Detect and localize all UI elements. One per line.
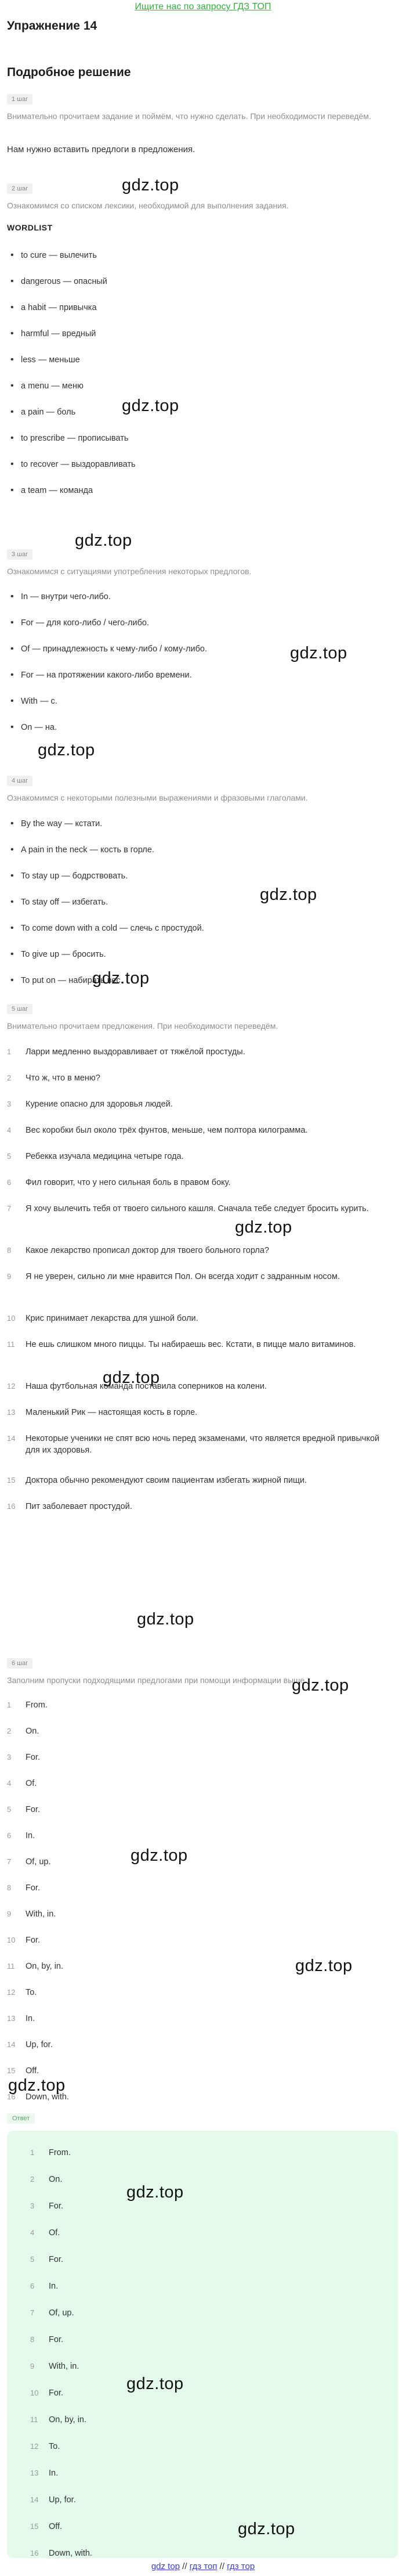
answer-item: 12 To. (7, 1988, 37, 1997)
answer-item: 9 With, in. (7, 1910, 56, 1919)
watermark: gdz.top (235, 1218, 292, 1237)
sentence-item: 1 Ларри медленно выздоравливает от тяжёлой простуды. (7, 1047, 245, 1057)
sentence-item: 8 Какое лекарство прописал доктор для твоего больного горла? (7, 1246, 269, 1255)
answer-item: 5 For. (7, 1805, 40, 1814)
final-answer-item: 12 To. (30, 2442, 60, 2451)
exercise-title: Упражнение 14 (7, 19, 97, 33)
step-description: Внимательно прочитаем предложения. При необходимости переведём. (7, 1021, 278, 1031)
step-description: Заполним пропуски подходящими предлогами при помощи информации выше. (7, 1676, 307, 1685)
step-badge: 3 шаг (7, 549, 32, 560)
answer-item: 15 Off. (7, 2066, 39, 2076)
answer-item: 1 From. (7, 1700, 48, 1710)
watermark: gdz.top (126, 2183, 184, 2202)
answers-list (7, 1699, 393, 2117)
sentence-item: 16 Пит заболевает простудой. (7, 1502, 132, 1511)
final-answer-item: 6 In. (30, 2282, 59, 2291)
sentence-item: 3 Курение опасно для здоровья людей. (7, 1100, 173, 1109)
step-5 (7, 1003, 396, 1032)
expression-item: • To stay up — бодрствовать. (9, 870, 392, 896)
wordlist-item: • a habit — привычка (9, 302, 392, 328)
wordlist-item: • a team — команда (9, 485, 392, 511)
final-answers-list (30, 2147, 406, 2574)
sentence-item: 9 Я не уверен, сильно ли мне нравится Пол. Он всегда ходит с задранным носом. (7, 1272, 340, 1281)
watermark: gdz.top (260, 885, 317, 904)
watermark: gdz.top (238, 2520, 295, 2538)
footer-link[interactable]: гдз топ (189, 2561, 217, 2571)
answer-item: 8 For. (7, 1883, 40, 1893)
final-answer-item: 10 For. (30, 2388, 63, 2398)
step-badge: 5 шаг (7, 1004, 32, 1014)
wordlist-item: • dangerous — опасный (9, 276, 392, 302)
wordlist-title: WORDLIST (7, 223, 53, 232)
answer-badge: Ответ (7, 2113, 35, 2124)
sentence-item: 5 Ребекка изучала медицина четыре года. (7, 1152, 184, 1161)
final-answer-item: 15 Off. (30, 2522, 63, 2531)
watermark: gdz.top (290, 644, 347, 662)
preposition-item: • With — с. (9, 696, 392, 722)
solution-title: Подробное решение (7, 66, 131, 79)
answer-item: 10 For. (7, 1936, 40, 1945)
step-description: Ознакомимся со списком лексики, необходимой для выполнения задания. (7, 201, 289, 210)
watermark: gdz.top (38, 741, 95, 759)
footer-link[interactable]: gdz top (151, 2561, 180, 2571)
watermark: gdz.top (126, 2375, 184, 2393)
step-description: Ознакомимся с ситуациями употребления некоторых предлогов. (7, 567, 252, 576)
expression-item: • To stay off — избегать. (9, 896, 392, 923)
expression-item: • By the way — кстати. (9, 818, 392, 844)
watermark: gdz.top (75, 531, 132, 550)
banner-link[interactable]: Ищите нас по запросу ГДЗ ТОП (135, 2, 271, 12)
sentences-list (7, 1046, 393, 1527)
step-2 (7, 183, 396, 211)
answer-item: 3 For. (7, 1753, 40, 1762)
wordlist-item: • to recover — выздоравливать (9, 459, 392, 485)
final-answer-item: 9 With, in. (30, 2362, 79, 2371)
wordlist-item: • to cure — вылечить (9, 250, 392, 276)
final-answer-item: 11 On, by, in. (30, 2415, 87, 2424)
footer-separator: // (182, 2561, 187, 2571)
answer-item: 14 Up, for. (7, 2040, 53, 2049)
step-3 (7, 549, 396, 577)
step-1 (7, 93, 396, 122)
final-answer-item: 3 For. (30, 2202, 63, 2211)
sentence-item: 14 Некоторые ученики не спят всю ночь перед экзаменами, что является вредной привычкой для их здоровья. (7, 1434, 380, 1455)
preposition-item: • Of — принадлежность к чему-либо / кому-либо. (9, 643, 392, 669)
watermark: gdz.top (122, 397, 179, 415)
final-answer-item: 7 Of, up. (30, 2308, 74, 2318)
sentence-item: 13 Маленький Рик — настоящая кость в горле. (7, 1408, 198, 1417)
watermark: gdz.top (103, 1368, 160, 1387)
sentence-item: 11 Не ешь слишком много пиццы. Ты набираешь вес. Кстати, в пицце мало витаминов. (7, 1340, 356, 1349)
top-banner[interactable] (0, 0, 406, 12)
final-answer-item: 13 In. (30, 2469, 59, 2478)
final-answer-item: 2 On. (30, 2175, 63, 2184)
expression-item: • To give up — бросить. (9, 949, 392, 975)
watermark: gdz.top (122, 176, 179, 194)
wordlist-item: • less — меньше (9, 354, 392, 380)
answer-item: 16 Down, with. (7, 2092, 69, 2102)
sentence-item: 4 Вес коробки был около трёх фунтов, меньше, чем полтора килограмма. (7, 1126, 308, 1135)
prepositions-list (9, 591, 392, 748)
final-answer-item: 8 For. (30, 2335, 63, 2344)
wordlist-item: • a pain — боль (9, 406, 392, 433)
step1-text: Нам нужно вставить предлоги в предложения. (7, 145, 195, 154)
step-4 (7, 775, 396, 804)
watermark: gdz.top (92, 969, 150, 988)
final-answer-item: 1 From. (30, 2148, 71, 2157)
answer-box (7, 2131, 398, 2558)
expression-item: • A pain in the neck — кость в горле. (9, 844, 392, 870)
answer-item: 13 In. (7, 2014, 35, 2023)
answer-item: 4 Of. (7, 1779, 37, 1788)
expression-item: • To put on — набирать вес. (9, 975, 392, 1001)
sentence-item: 15 Доктора обычно рекомендуют своим пациентам избегать жирной пищи. (7, 1476, 307, 1485)
wordlist-item: • a menu — меню (9, 380, 392, 406)
preposition-item: • On — на. (9, 722, 392, 748)
step-badge: 1 шаг (7, 94, 32, 105)
watermark: gdz.top (8, 2076, 66, 2095)
watermark: gdz.top (130, 1846, 188, 1865)
step-badge: 6 шаг (7, 1658, 32, 1669)
expression-item: • To come down with a cold — слечь с простудой. (9, 923, 392, 949)
final-answer-item: 16 Down, with. (30, 2549, 92, 2558)
preposition-item: • In — внутри чего-либо. (9, 591, 392, 617)
watermark: gdz.top (295, 1957, 353, 1975)
answer-item: 11 On, by, in. (7, 1962, 64, 1971)
step-badge: 4 шаг (7, 776, 32, 786)
final-answer-item: 4 Of. (30, 2228, 60, 2238)
answer-item: 6 In. (7, 1831, 35, 1840)
sentence-item: 2 Что ж, что в меню? (7, 1073, 100, 1083)
sentence-item: 7 Я хочу вылечить тебя от твоего сильного кашля. Сначала тебе следует бросить курить. (7, 1204, 369, 1213)
wordlist-item: • to prescribe — прописывать (9, 433, 392, 459)
sentence-item: 12 Наша футбольная команда поставила соперников на колени. (7, 1382, 267, 1391)
answer-item: 7 Of, up. (7, 1857, 51, 1867)
wordlist (9, 250, 392, 511)
final-answer-item: 14 Up, for. (30, 2495, 76, 2505)
step-description: Ознакомимся с некоторыми полезными выражениями и фразовыми глаголами. (7, 793, 308, 802)
sentence-item: 10 Крис принимает лекарства для ушной боли. (7, 1314, 198, 1323)
expressions-list (9, 818, 392, 1001)
answer-item: 2 On. (7, 1727, 39, 1736)
footer-separator: // (219, 2561, 225, 2571)
preposition-item: • For — для кого-либо / чего-либо. (9, 617, 392, 643)
sentence-item: 6 Фил говорит, что у него сильная боль в правом боку. (7, 1178, 231, 1187)
final-answer-item: 5 For. (30, 2255, 63, 2264)
step-description: Внимательно прочитаем задание и поймём, что нужно сделать. При необходимости переведём. (7, 111, 371, 121)
footer (0, 2561, 406, 2571)
watermark: gdz.top (137, 1610, 194, 1629)
watermark: gdz.top (292, 1676, 349, 1695)
preposition-item: • For — на протяжении какого-либо времени. (9, 669, 392, 696)
wordlist-item: • harmful — вредный (9, 328, 392, 354)
footer-link[interactable]: гдз тор (227, 2561, 255, 2571)
step-badge: 2 шаг (7, 183, 32, 194)
